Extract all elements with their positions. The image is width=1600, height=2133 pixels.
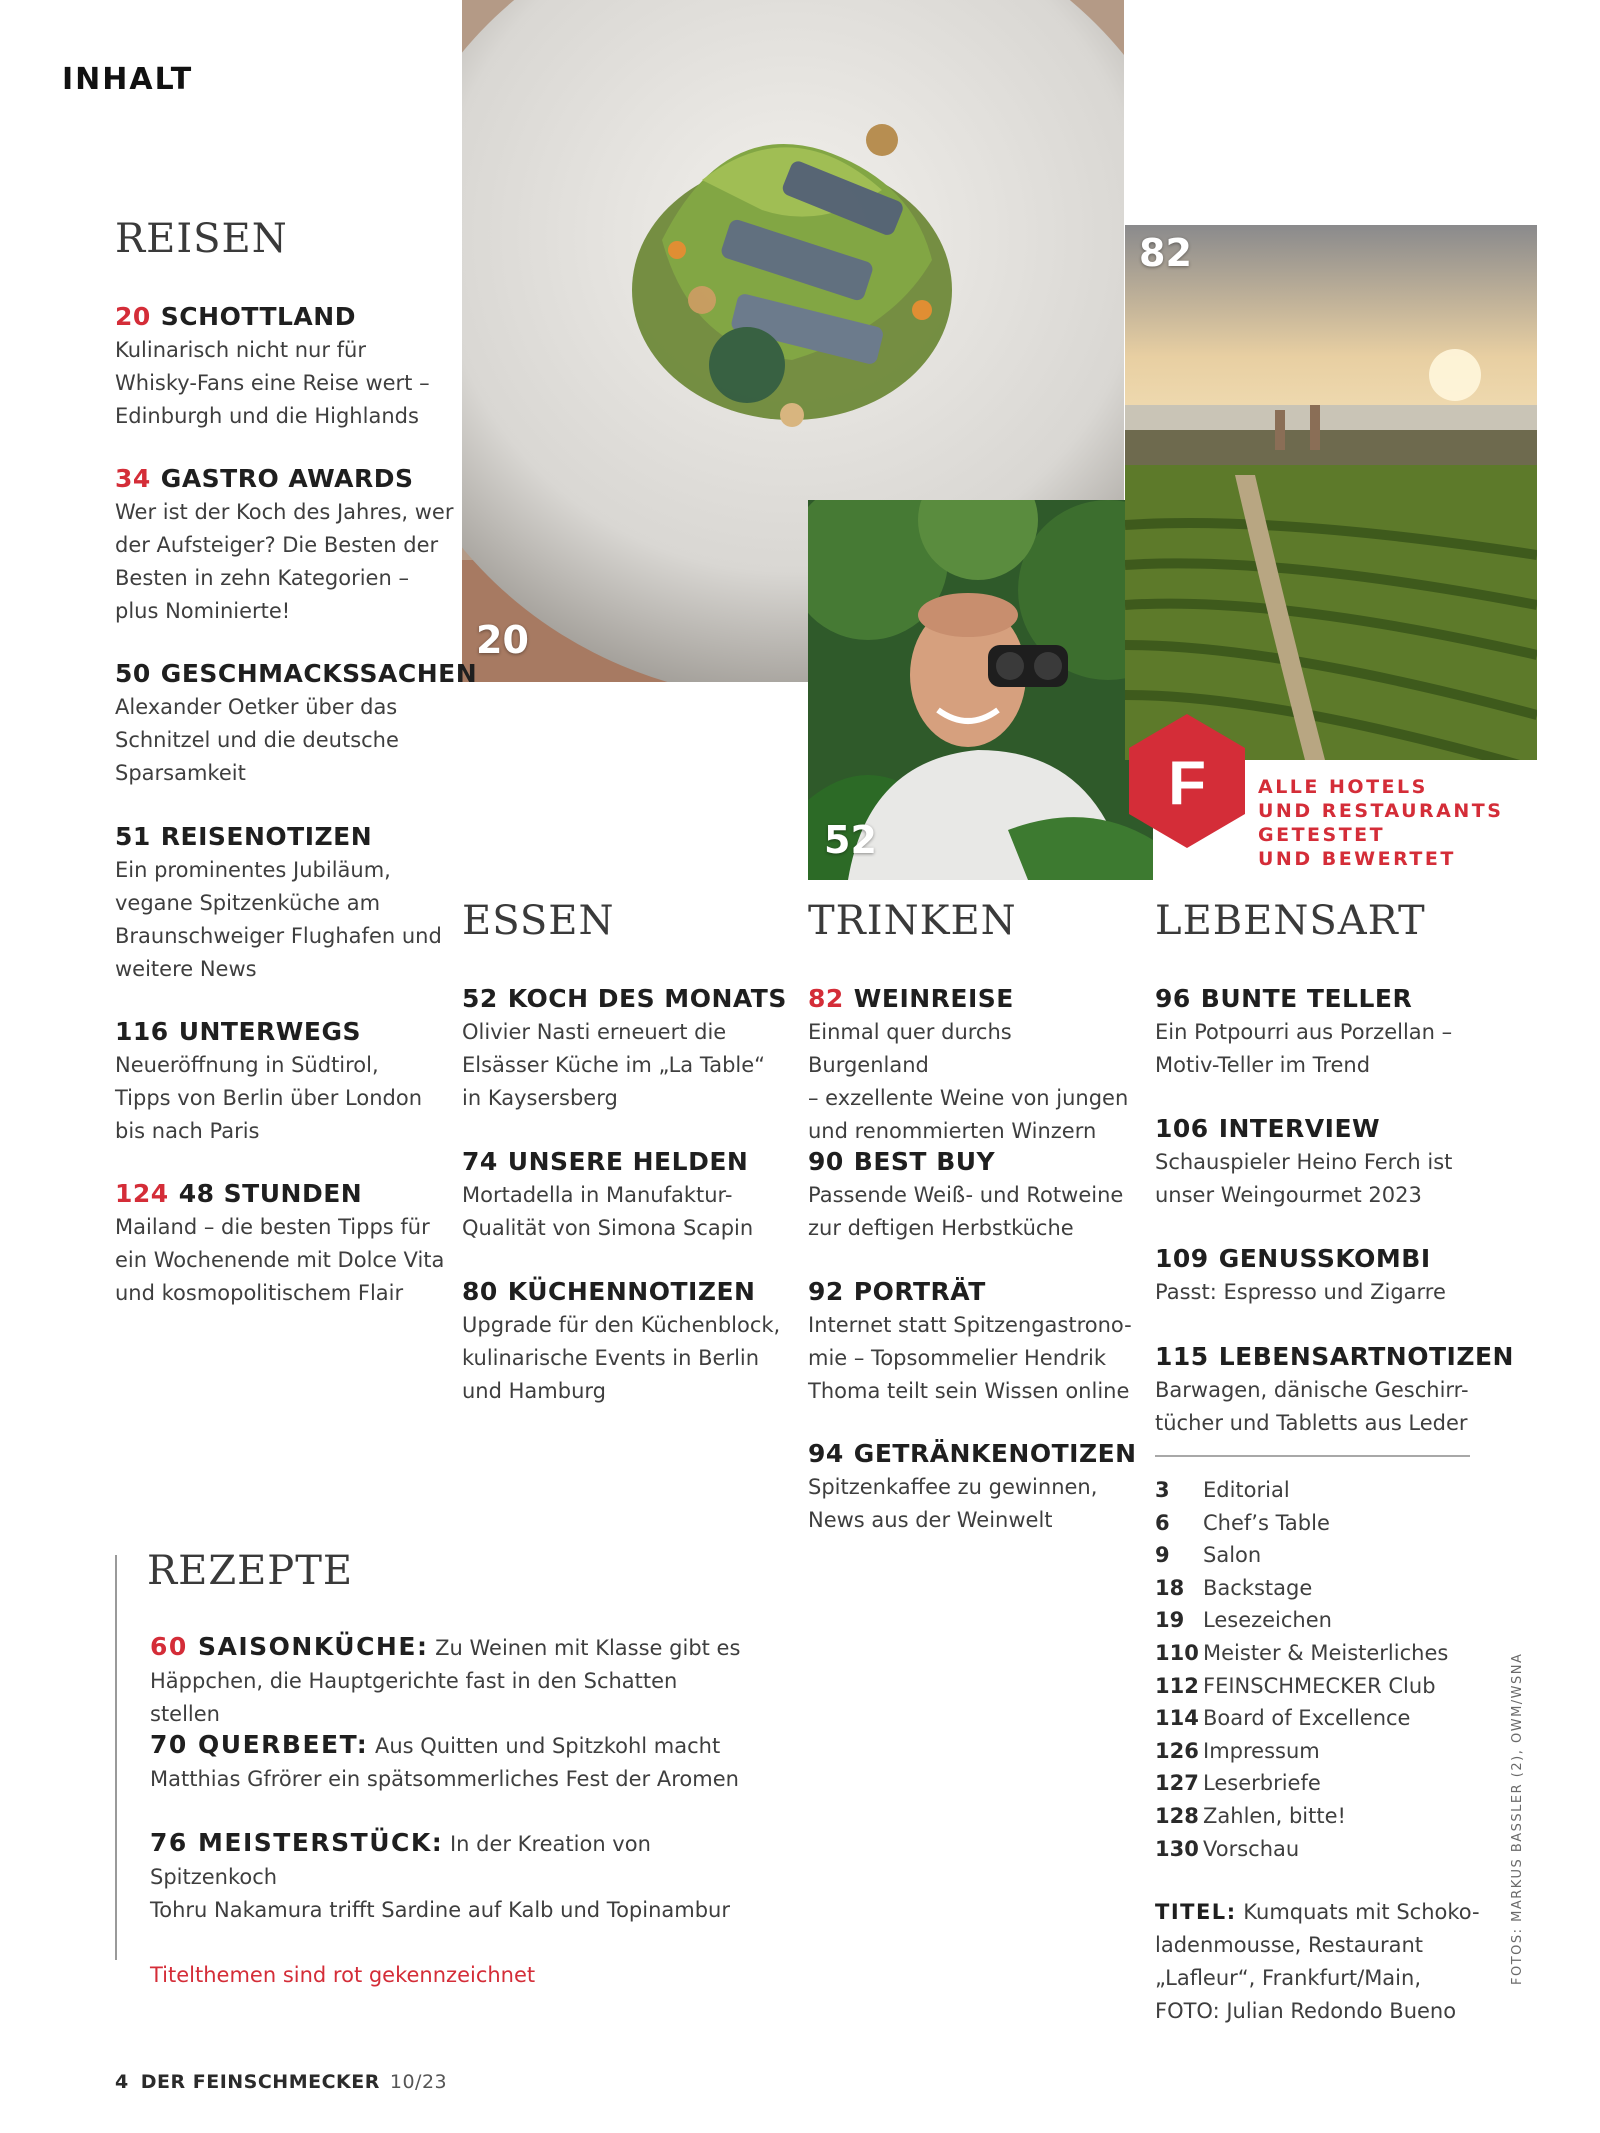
entry-title (808, 982, 1138, 1016)
entry-page-number: 116 (115, 1017, 169, 1046)
entry-description-line: mie – Topsommelier Hendrik (808, 1346, 1106, 1370)
rezept-entry[interactable] (150, 1826, 750, 1927)
entry-description-line: Upgrade für den Küchenblock, (462, 1313, 781, 1337)
entry-description-line: Whisky-Fans eine Reise wert – (115, 371, 430, 395)
magazine-name: DER FEINSCHMECKER (140, 2071, 380, 2093)
essen-entry[interactable] (462, 982, 792, 1115)
entry-description-line: plus Nominierte! (115, 599, 291, 623)
entry-description-line: Thoma teilt sein Wissen online (808, 1379, 1130, 1403)
entry-description-line: Alexander Oetker über das (115, 695, 398, 719)
entry-page-number: 124 (115, 1179, 169, 1208)
entry-page-number: 94 (808, 1439, 844, 1468)
rezept-title: 76 MEISTERSTÜCK: (150, 1828, 444, 1857)
toc-item[interactable] (1155, 1474, 1290, 1507)
toc-page-number: 6 (1155, 1510, 1170, 1535)
rezept-entry[interactable] (150, 1630, 750, 1731)
entry-title (462, 1145, 792, 1179)
entry-description-line: bis nach Paris (115, 1119, 260, 1143)
rezept-title-text: SAISONKÜCHE (198, 1632, 417, 1661)
photo-page-number-20: 20 (476, 618, 529, 662)
entry-title-text: UNSERE HELDEN (507, 1147, 749, 1176)
toc-label: Board of Excellence (1203, 1706, 1411, 1731)
lebensart-entry[interactable] (1155, 1112, 1485, 1212)
section-lebensart: LEBENSART (1155, 898, 1426, 944)
entry-title (115, 657, 478, 691)
entry-title (1155, 982, 1485, 1016)
photo-page-number-52: 52 (824, 818, 877, 862)
entry-page-number: 52 (462, 984, 498, 1013)
entry-title-text: KÜCHENNOTIZEN (507, 1277, 756, 1306)
entry-title-text: GENUSSKOMBI (1218, 1244, 1431, 1273)
rezept-page-number: 60 (150, 1632, 188, 1661)
entry-description-line: zur deftigen Herbstküche (808, 1216, 1074, 1240)
entry-page-number: 96 (1155, 984, 1191, 1013)
entry-page-number: 109 (1155, 1244, 1209, 1273)
entry-description-line: Braunschweiger Flughafen und (115, 924, 442, 948)
rezept-text: Tohru Nakamura trifft Sardine auf Kalb und Topinambur (150, 1898, 730, 1922)
entry-page-number: 115 (1155, 1342, 1209, 1371)
rezept-text: Häppchen, die Hauptgerichte fast in den Schatten stellen (150, 1669, 678, 1726)
entry-title (808, 1275, 1138, 1309)
entry-title-text: GETRÄNKENOTIZEN (853, 1439, 1137, 1468)
section-reisen: REISEN (115, 216, 288, 262)
toc-item[interactable] (1155, 1572, 1312, 1605)
entry-description-line: Wer ist der Koch des Jahres, wer (115, 500, 454, 524)
page-number: 4 (115, 2071, 129, 2093)
rezept-page-number: 76 (150, 1828, 188, 1857)
photo-chef (808, 500, 1153, 880)
rezepte-note: Titelthemen sind rot gekennzeichnet (150, 1963, 536, 1987)
rezepte-divider (115, 1555, 117, 1960)
reisen-entry[interactable] (115, 1177, 455, 1310)
toc-page-number: 128 (1155, 1804, 1199, 1828)
entry-description-line: – exzellente Weine von jungen (808, 1086, 1129, 1110)
toc-item[interactable] (1155, 1539, 1261, 1572)
toc-page-number: 3 (1155, 1478, 1170, 1502)
toc-page-number: 112 (1155, 1673, 1199, 1698)
reisen-entry[interactable] (115, 1015, 455, 1148)
entry-description-line: Barwagen, dänische Geschirr- (1155, 1378, 1469, 1402)
entry-description-line: Schnitzel und die deutsche (115, 728, 399, 752)
rezept-title-text: QUERBEET (198, 1730, 357, 1759)
rezept-text: Zu Weinen mit Klasse gibt es (435, 1636, 741, 1660)
entry-description-line: Kulinarisch nicht nur für (115, 338, 366, 362)
entry-page-number: 106 (1155, 1114, 1209, 1143)
toc-item[interactable] (1155, 1833, 1299, 1866)
toc-label: Lesezeichen (1203, 1608, 1332, 1633)
entry-description-line: der Aufsteiger? Die Besten der (115, 533, 439, 557)
entry-description-line: Neueröffnung in Südtirol, (115, 1053, 379, 1077)
entry-page-number: 20 (115, 302, 151, 331)
entry-page-number: 92 (808, 1277, 844, 1306)
toc-page-number: 114 (1155, 1706, 1199, 1731)
entry-title (115, 300, 455, 334)
entry-title (115, 1177, 455, 1211)
toc-item[interactable] (1155, 1735, 1320, 1768)
rezept-entry[interactable] (150, 1728, 750, 1796)
rezept-text: Aus Quitten und Spitzkohl macht (374, 1734, 721, 1758)
rezept-title-text: MEISTERSTÜCK (198, 1828, 432, 1857)
toc-item[interactable] (1155, 1767, 1321, 1800)
entry-description-line: Olivier Nasti erneuert die (462, 1020, 727, 1044)
rezept-text: In der Kreation von Spitzenkoch (150, 1832, 651, 1889)
entry-title-text: BUNTE TELLER (1200, 984, 1413, 1013)
entry-title-text: LEBENSARTNOTIZEN (1218, 1342, 1514, 1371)
entry-title (808, 1437, 1138, 1471)
essen-entry[interactable] (462, 1275, 792, 1408)
toc-label: Leserbriefe (1203, 1771, 1321, 1796)
entry-title (1155, 1112, 1485, 1146)
entry-description-line: Qualität von Simona Scapin (462, 1216, 754, 1240)
toc-item[interactable] (1155, 1604, 1332, 1637)
toc-label: Meister & Meisterliches (1203, 1641, 1449, 1665)
toc-page-number: 9 (1155, 1543, 1170, 1568)
photo-page-number-82: 82 (1139, 231, 1192, 275)
toc-item[interactable] (1155, 1637, 1448, 1670)
lebensart-entry[interactable] (1155, 1242, 1485, 1309)
page-heading: INHALT (62, 62, 194, 97)
entry-title-text: INTERVIEW (1218, 1114, 1381, 1143)
trinken-entry[interactable] (808, 1145, 1138, 1245)
entry-description-line: und Hamburg (462, 1379, 606, 1403)
entry-page-number: 50 (115, 659, 151, 688)
rezept-text: Matthias Gfrörer ein spätsommerliches Fest der Aromen (150, 1767, 739, 1791)
entry-description-line: Schauspieler Heino Ferch ist (1155, 1150, 1453, 1174)
entry-description-line: Spitzenkaffee zu gewinnen, (808, 1475, 1098, 1499)
entry-description-line: Edinburgh und die Highlands (115, 404, 419, 428)
photo-credit: FOTOS: MARKUS BASSLER (2), OWM/WSNA (1510, 1652, 1525, 1985)
toc-page-number: 126 (1155, 1738, 1199, 1763)
toc-page-number: 130 (1155, 1836, 1199, 1861)
toc-item[interactable] (1155, 1670, 1436, 1703)
entry-title-text: REISENOTIZEN (160, 822, 373, 851)
entry-description-line: News aus der Weinwelt (808, 1508, 1053, 1532)
toc-label: Impressum (1203, 1738, 1320, 1763)
entry-title (115, 462, 455, 496)
entry-description-line: Ein prominentes Jubiläum, (115, 858, 391, 882)
entry-description-line: vegane Spitzenküche am (115, 891, 381, 915)
reisen-entry[interactable] (115, 462, 455, 628)
entry-description-line: Sparsamkeit (115, 761, 246, 785)
issue-number: 10/23 (389, 2071, 448, 2093)
entry-page-number: 82 (808, 984, 844, 1013)
entry-description-line: und kosmopolitischem Flair (115, 1281, 404, 1305)
entry-title-text: 48 STUNDEN (178, 1179, 363, 1208)
lebensart-entry[interactable] (1155, 982, 1485, 1082)
toc-page-number: 110 (1155, 1641, 1199, 1665)
entry-description-line: tücher und Tabletts aus Leder (1155, 1411, 1468, 1435)
entry-title (115, 1015, 455, 1049)
entry-page-number: 34 (115, 464, 151, 493)
section-trinken: TRINKEN (808, 898, 1017, 944)
page-footer (115, 2071, 447, 2093)
toc-label: Zahlen, bitte! (1203, 1804, 1346, 1828)
toc-page-number: 19 (1155, 1608, 1185, 1633)
entry-description-line: Mailand – die besten Tipps für (115, 1215, 430, 1239)
lebensart-entry[interactable] (1155, 1340, 1514, 1440)
entry-title-text: WEINREISE (853, 984, 1014, 1013)
toc-label: Salon (1203, 1543, 1262, 1568)
entry-page-number: 90 (808, 1147, 844, 1176)
entry-description-line: Mortadella in Manufaktur- (462, 1183, 733, 1207)
vineyard-illustration (1125, 225, 1537, 760)
rezept-page-number: 70 (150, 1730, 188, 1759)
entry-page-number: 51 (115, 822, 151, 851)
rezept-title: 70 QUERBEET: (150, 1730, 369, 1759)
trinken-entry[interactable] (808, 982, 1138, 1148)
entry-description-line: unser Weingourmet 2023 (1155, 1183, 1422, 1207)
entry-title (808, 1145, 1138, 1179)
entry-description-line: Ein Potpourri aus Porzellan – (1155, 1020, 1453, 1044)
entry-page-number: 74 (462, 1147, 498, 1176)
badge-caption: ALLE HOTELS UND RESTAURANTS GETESTET UND BEWERTET (1258, 776, 1504, 870)
titel-caption: TITEL: Kumquats mit Schoko- ladenmousse, Restaurant „Lafleur“, Frankfurt/Main, FOTO: Julian Redondo Bueno (1155, 1900, 1480, 2023)
entry-page-number: 80 (462, 1277, 498, 1306)
trinken-entry[interactable] (808, 1437, 1138, 1537)
entry-title-text: GESCHMACKSSACHEN (160, 659, 478, 688)
titel-label: TITEL: (1155, 1900, 1237, 1924)
entry-title (115, 820, 455, 854)
toc-label: Editorial (1203, 1478, 1290, 1502)
reisen-entry[interactable] (115, 820, 455, 986)
toc-page-number: 18 (1155, 1575, 1185, 1600)
entry-title-text: KOCH DES MONATS (507, 984, 787, 1013)
entry-description-line: Einmal quer durchs Burgenland (808, 1020, 1012, 1077)
toc-label: FEINSCHMECKER Club (1203, 1673, 1436, 1698)
entry-description-line: kulinarische Events in Berlin (462, 1346, 760, 1370)
entry-title (1155, 1242, 1485, 1276)
entry-title-text: GASTRO AWARDS (160, 464, 414, 493)
toc-label: Backstage (1203, 1575, 1313, 1600)
toc-item[interactable] (1155, 1507, 1330, 1540)
badge-letter: F (1168, 749, 1206, 818)
section-rezepte: REZEPTE (147, 1548, 354, 1594)
reisen-entry[interactable] (115, 300, 455, 433)
rezept-title: 60 SAISONKÜCHE: (150, 1632, 429, 1661)
entry-title (462, 1275, 792, 1309)
entry-description-line: und renommierten Winzern (808, 1119, 1097, 1143)
toc-item[interactable] (1155, 1800, 1346, 1833)
entry-title (1155, 1340, 1514, 1374)
reisen-entry[interactable] (115, 657, 478, 790)
toc-page-number: 127 (1155, 1771, 1199, 1796)
toc-item[interactable] (1155, 1702, 1410, 1735)
entry-description-line: Elsässer Küche im „La Table“ (462, 1053, 766, 1077)
entry-description-line: Passende Weiß- und Rotweine (808, 1183, 1124, 1207)
entry-title (462, 982, 792, 1016)
entry-title-text: BEST BUY (853, 1147, 996, 1176)
section-essen: ESSEN (462, 898, 615, 944)
entry-description-line: Tipps von Berlin über London (115, 1086, 423, 1110)
trinken-entry[interactable] (808, 1275, 1138, 1408)
entry-title-text: UNTERWEGS (178, 1017, 361, 1046)
toc-divider (1155, 1455, 1470, 1457)
entry-description-line: ein Wochenende mit Dolce Vita (115, 1248, 445, 1272)
entry-description-line: Passt: Espresso und Zigarre (1155, 1280, 1446, 1304)
photo-vineyard (1125, 225, 1537, 760)
toc-label: Vorschau (1203, 1836, 1300, 1861)
entry-description-line: weitere News (115, 957, 257, 981)
entry-title-text: PORTRÄT (853, 1277, 986, 1306)
feinschmecker-badge-icon (1125, 712, 1249, 850)
entry-title-text: SCHOTTLAND (160, 302, 356, 331)
entry-description-line: Internet statt Spitzengastrono- (808, 1313, 1132, 1337)
toc-label: Chef’s Table (1203, 1510, 1330, 1535)
essen-entry[interactable] (462, 1145, 792, 1245)
entry-description-line: Motiv-Teller im Trend (1155, 1053, 1371, 1077)
entry-description-line: in Kaysersberg (462, 1086, 618, 1110)
entry-description-line: Besten in zehn Kategorien – (115, 566, 409, 590)
